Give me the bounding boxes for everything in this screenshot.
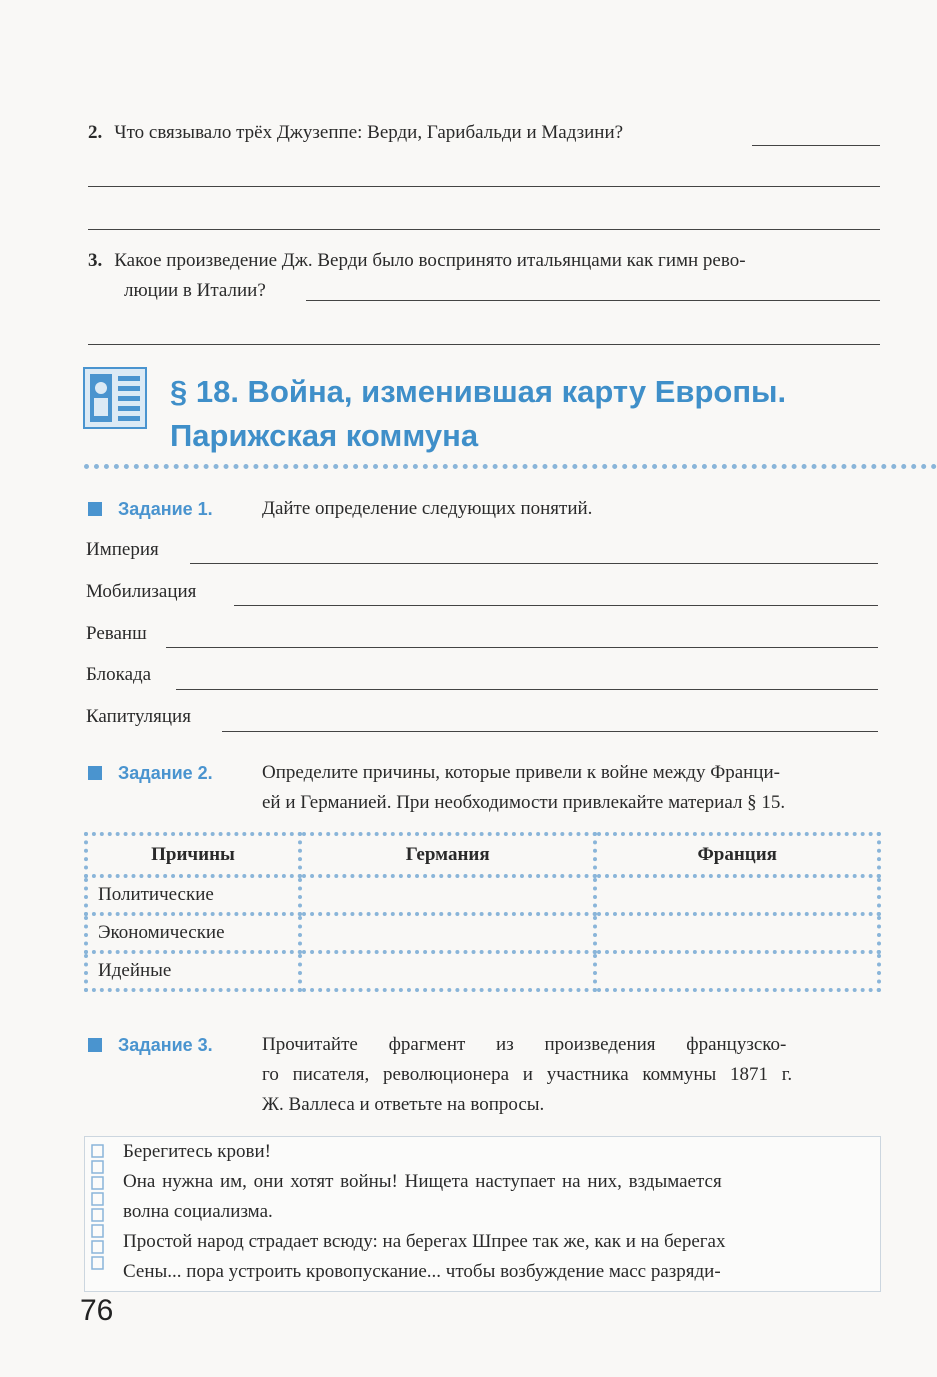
table-header: Причины [86,834,300,876]
excerpt-line: Простой народ страдает всюду: на берегах Шпрее так же, как и на берегах [123,1231,726,1252]
table-cell-france[interactable] [595,952,879,990]
section-heading [82,362,902,462]
quote-strip-icon [91,1143,105,1283]
answer-line[interactable] [88,186,880,187]
excerpt-line: Берегитесь крови! [123,1141,271,1162]
table-cell-germany[interactable] [300,914,595,952]
table-cell-france[interactable] [595,876,879,914]
table-row [86,914,879,952]
section-title-line2: Парижская коммуна [170,418,479,453]
answer-line[interactable] [88,344,880,345]
question-3 [88,246,883,306]
task-2-text-line2: ей и Германией. При необходимости привлекайте материал § 15. [262,792,786,813]
causes-table [84,832,881,992]
excerpt-line: волна социализма. [123,1201,273,1222]
row-label: Политические [86,876,300,914]
section-title [170,370,786,458]
term-label: Реванш [86,623,147,644]
table-cell-france[interactable] [595,914,879,952]
task-2-text [262,758,884,818]
task-3-line1-words: Прочитайте фрагмент из произведения французско- [262,1034,787,1055]
question-number: 3. [88,250,103,271]
table-header: Германия [300,834,595,876]
term-answer-line[interactable] [166,647,878,648]
square-bullet-icon [88,1038,102,1052]
term-answer-line[interactable] [176,689,878,690]
table-cell-germany[interactable] [300,876,595,914]
excerpt-text [123,1137,863,1287]
question-text-line1: Какое произведение Дж. Верди было воспринято итальянцами как гимн рево- [114,250,746,271]
row-label: Идейные [86,952,300,990]
term-label: Блокада [86,664,152,685]
excerpt-line: Она нужна им, они хотят войны! Нищета наступает на них, вздымается [123,1171,722,1192]
task-3-text-line3: Ж. Валлеса и ответьте на вопросы. [262,1094,545,1115]
page-number: 76 [80,1294,114,1327]
term-answer-line[interactable] [234,605,878,606]
term-answer-line[interactable] [222,731,878,732]
term-label: Мобилизация [86,581,197,602]
task-2-text-line1: Определите причины, которые привели к войне между Франци- [262,762,780,783]
question-number: 2. [88,122,103,143]
task-2-label: Задание 2. [88,758,213,788]
task-3-text [262,1030,884,1120]
term-answer-line[interactable] [190,563,878,564]
question-2 [88,118,883,148]
quote-excerpt-box [84,1136,881,1292]
answer-line[interactable] [88,229,880,230]
dotted-divider [84,464,937,469]
table-row [86,876,879,914]
term-label: Империя [86,539,159,560]
excerpt-line: Сены... пора устроить кровопускание... чтобы возбуждение масс разряди- [123,1261,721,1282]
table-row [86,952,879,990]
question-text-line2: люции в Италии? [124,280,266,301]
row-label: Экономические [86,914,300,952]
table-header: Франция [595,834,879,876]
square-bullet-icon [88,502,102,516]
task-3-label: Задание 3. [88,1030,213,1060]
square-bullet-icon [88,766,102,780]
task-3-text-line2: го писателя, революционера и участника коммуны 1871 г. [262,1064,793,1085]
book-section-icon [82,366,148,430]
task-1-label: Задание 1. [88,494,213,524]
question-text: Что связывало трёх Джузеппе: Верди, Гарибальди и Мадзини? [114,122,624,143]
table-cell-germany[interactable] [300,952,595,990]
task-1-text: Дайте определение следующих понятий. [262,498,593,519]
table-header-row [86,834,879,876]
answer-line[interactable] [752,145,880,146]
answer-line[interactable] [306,300,880,301]
term-label: Капитуляция [86,706,191,727]
task-3-text-line1 [262,1030,884,1060]
section-title-line1: § 18. Война, изменившая карту Европы. [170,374,787,409]
